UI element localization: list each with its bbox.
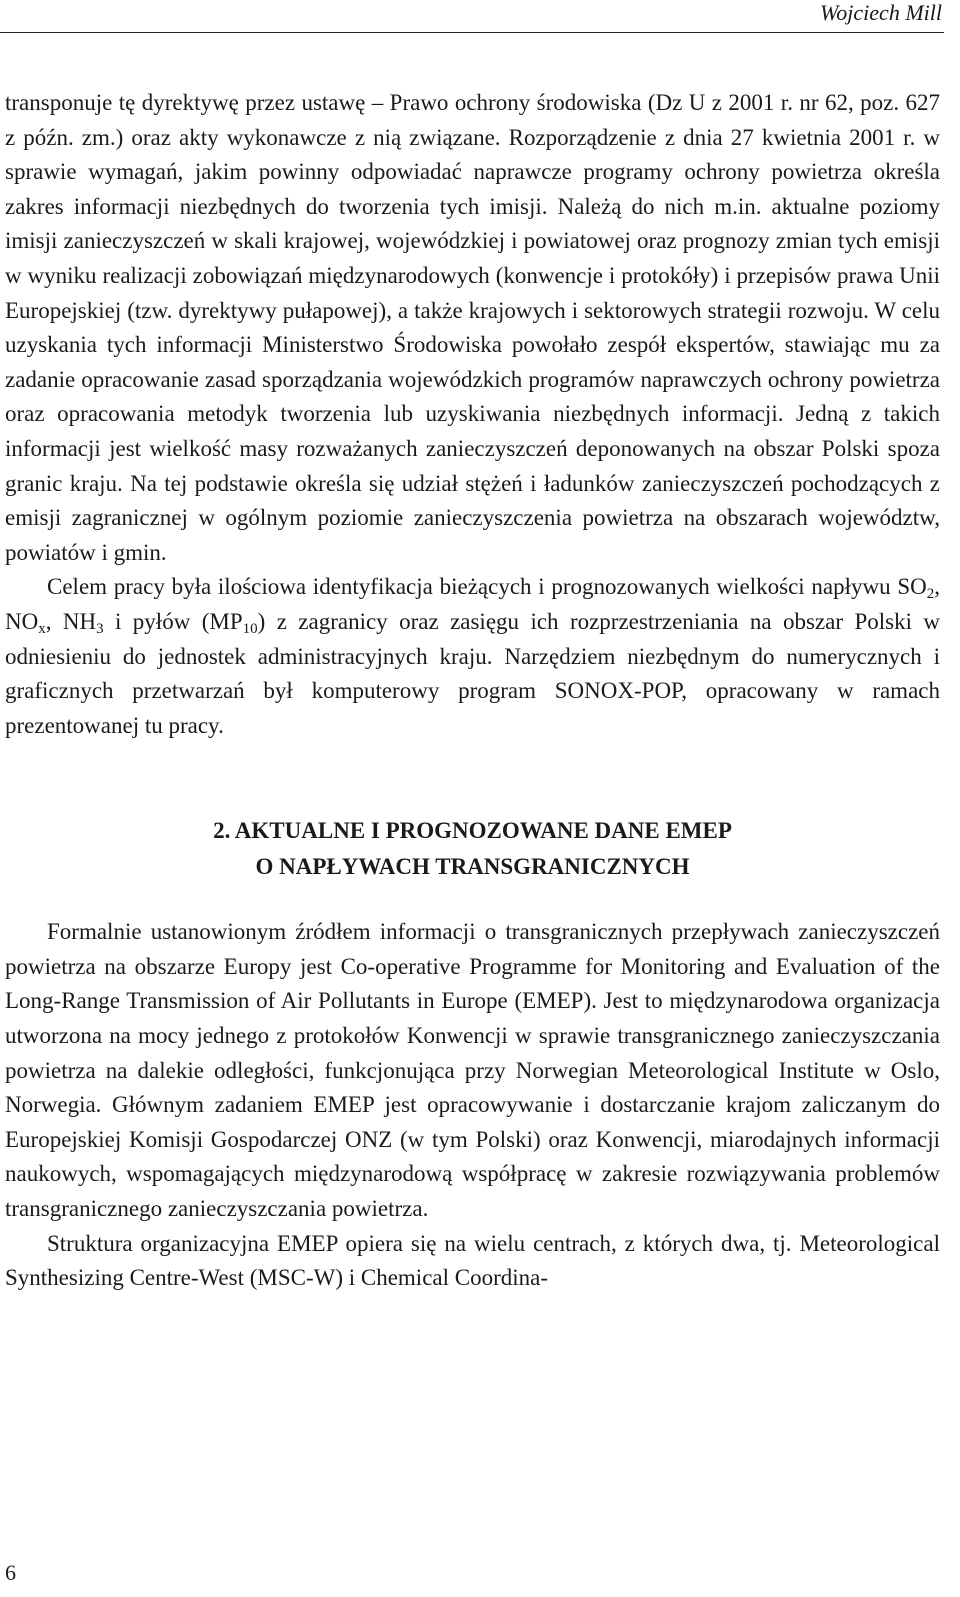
paragraph-aim-text-3: , NH: [45, 608, 97, 634]
running-head-author: Wojciech Mill: [820, 0, 942, 25]
paragraph-structure: Struktura organizacyjna EMEP opiera się na wielu centrach, z których dwa, tj. Meteorological Synthesizing Centre-West (MSC-W) i Chemical Coordina-: [5, 1230, 940, 1291]
subscript-so2: 2: [926, 586, 935, 603]
section-heading: [5, 813, 940, 885]
paragraph-aim-text-4: i pyłów (MP: [103, 608, 243, 634]
page-number: 6: [5, 1560, 16, 1585]
paragraph-aim: [5, 570, 940, 743]
section-heading-line-1: 2. AKTUALNE I PROGNOZOWANE DANE EMEP: [213, 818, 732, 844]
header-rule: [0, 32, 944, 33]
paragraph-aim-text-2: , NO: [5, 574, 940, 634]
subscript-nh3: 3: [96, 620, 104, 637]
section-heading-line-2: O NAPŁYWACH TRANSGRANICZNYCH: [255, 854, 690, 880]
paragraph-aim-text-5: ) z zagranicy oraz zasięgu ich rozprzestrzeniania na obszar Polski w odniesieniu do jednostek administracyjnych kraju. Narzędziem niezbędnym do numerycznych i graficznych przetwarzań był komputerowy program SONOX-POP, opracowany w ramach prezentowanej tu pracy.: [5, 608, 940, 738]
paragraph-emep: Formalnie ustanowionym źródłem informacji o transgranicznych przepływach zanieczyszczeń powietrza na obszarze Europy jest Co-operative Programme for Monitoring and Evaluation of the Long-Range Transmission of Air Pollutants in Europe (EMEP). Jest to międzynarodowa organizacja utworzona na mocy jednego z protokołów Konwencji w sprawie transgranicznego zanieczyszczania powietrza na dalekie odległości, funkcjonująca przy Norwegian Meteorological Institute w Oslo, Norwegia. Głównym zadaniem EMEP jest opracowywanie i dostarczanie krajom zaliczanym do Europejskiej Komisji Gospodarczej ONZ (w tym Polski) oraz Konwencji, miarodajnych informacji naukowych, wspomagających międzynarodową współpracę w zakresie rozwiązywania problemów transgranicznego zanieczyszczania powietrza.: [5, 919, 940, 1222]
subscript-nox: x: [38, 620, 46, 637]
subscript-mp10: 10: [242, 620, 258, 637]
paragraph-continuation: transponuje tę dyrektywę przez ustawę – Prawo ochrony środowiska (Dz U z 2001 r. nr 62, poz. 627 z późn. zm.) oraz akty wykonawcze z nią związane. Rozporządzenie z dnia 27 kwietnia 2001 r. w sprawie wymagań, jakim powinny odpowiadać naprawcze programy ochrony powietrza określa zakres informacji niezbędnych do tworzenia tych imisji. Należą do nich m.in. aktualne poziomy imisji zanieczyszczeń w skali krajowej, wojewódzkiej i powiatowej oraz prognozy zmian tych emisji w wyniku realizacji zobowiązań międzynarodowych (konwencje i protokóły) i przepisów prawa Unii Europejskiej (tzw. dyrektywy pułapowej), a także krajowych i sektorowych strategii rozwoju. W celu uzyskania tych informacji Ministerstwo Środowiska powołało zespół ekspertów, stawiając mu za zadanie opracowanie zasad sporządzania wojewódzkich programów naprawczych ochrony powietrza oraz opracowania metodyk tworzenia lub uzyskiwania niezbędnych informacji. Jedną z takich informacji jest wielkość masy rozważanych zanieczyszczeń deponowanych na obszar Polski spoza granic kraju. Na tej podstawie określa się udział stężeń i ładunków zanieczyszczeń pochodzących z emisji zagranicznej w ogólnym poziomie zanieczyszczenia powietrza na obszarach województw, powiatów i gmin.: [5, 90, 940, 565]
paragraph-aim-text-1: Celem pracy była ilościowa identyfikacja bieżących i prognozowanych wielkości napływu SO: [47, 574, 927, 600]
document-body: [5, 86, 940, 1296]
